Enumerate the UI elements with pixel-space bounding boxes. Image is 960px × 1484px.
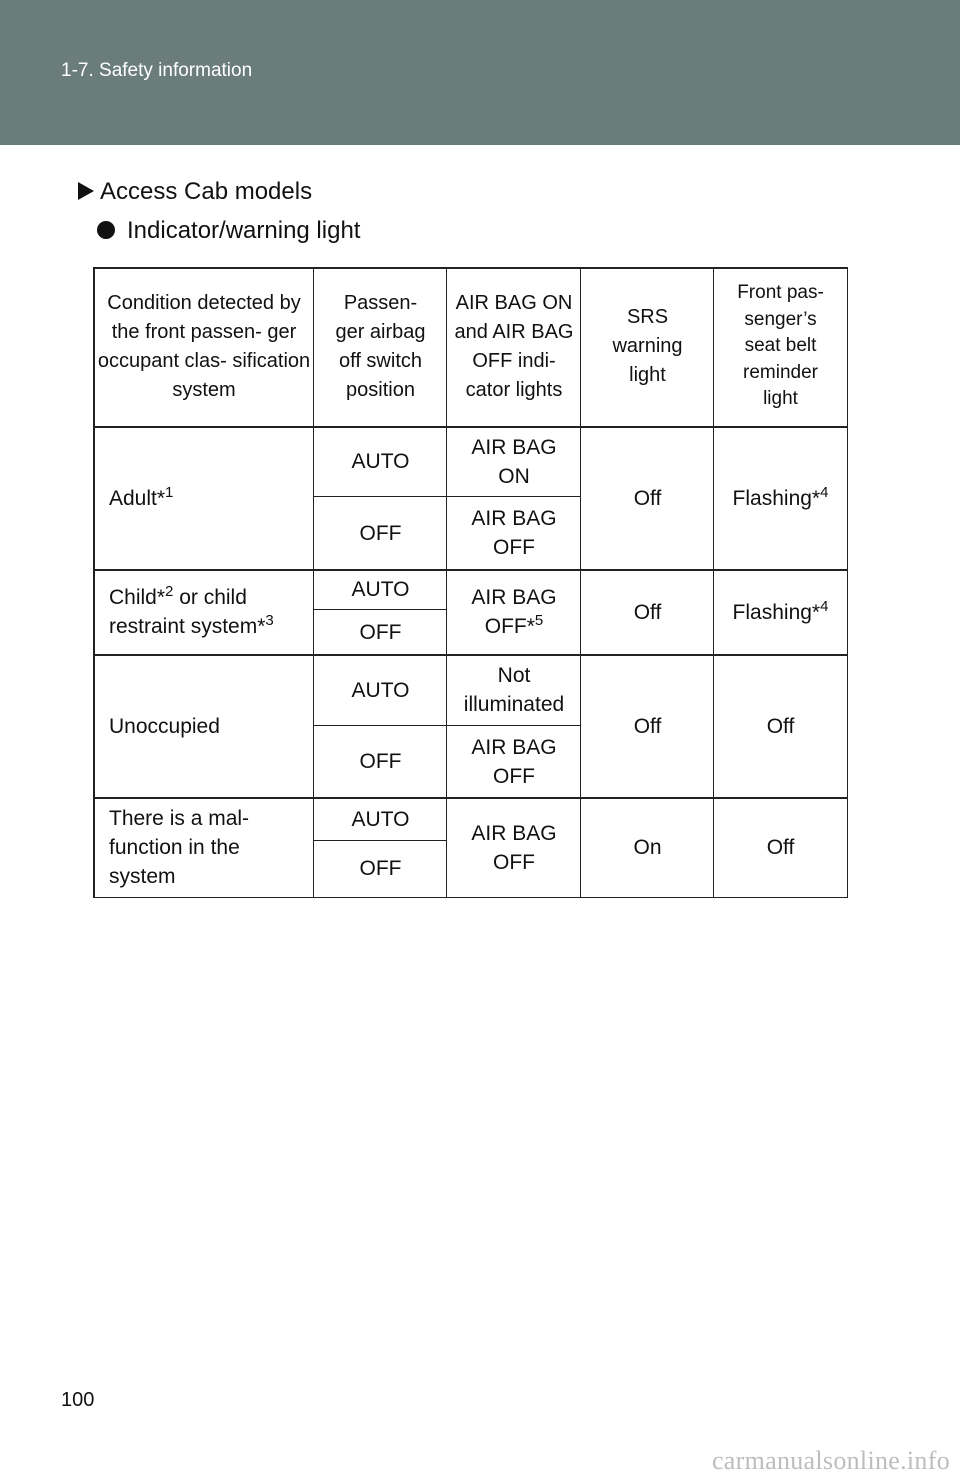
switch-value: OFF <box>359 750 402 773</box>
switch-value: OFF <box>359 620 402 644</box>
table-row-condition: Unoccupied <box>109 714 220 738</box>
col-header-indicator-lights: AIR BAG ON and AIR BAG OFF indi- cator lights <box>454 291 574 401</box>
srs-value: Off <box>633 486 662 510</box>
model-heading-text: Access Cab models <box>100 178 313 205</box>
model-heading <box>78 178 312 206</box>
col-header-srs-warning: SRS warning light <box>612 306 683 386</box>
indicator-value: AIR BAG OFF <box>471 507 557 559</box>
switch-value: AUTO <box>351 807 410 831</box>
switch-value: OFF <box>359 857 402 880</box>
col-header-seat-belt-reminder: Front pas- senger’s seat belt reminder light <box>737 282 824 410</box>
srs-value: Off <box>633 714 662 738</box>
indicator-value: AIR BAG OFF <box>471 821 557 874</box>
subsection-heading-text: Indicator/warning light <box>127 217 361 244</box>
srs-value: On <box>633 836 662 859</box>
indicator-value: AIR BAG OFF <box>471 735 557 788</box>
table-row-condition: There is a mal- function in the system <box>109 807 250 888</box>
page-number: 100 <box>61 1389 95 1411</box>
col-header-switch-position: Passen- ger airbag off switch position <box>335 291 426 401</box>
reminder-value: Off <box>766 836 795 859</box>
indicator-value: AIR BAG ON <box>471 435 557 488</box>
indicator-value: Not illuminated <box>463 664 565 716</box>
indicator-value: AIR BAG OFF*$^5$ <box>471 586 557 638</box>
triangle-bullet-icon <box>78 182 94 200</box>
switch-value: OFF <box>359 521 402 545</box>
reminder-value: Flashing*$^4$ <box>732 597 829 624</box>
switch-value: AUTO <box>351 578 410 601</box>
circle-bullet-icon <box>97 221 115 239</box>
reminder-value: Off <box>766 714 795 738</box>
reminder-value: Flashing*$^4$ <box>732 483 829 510</box>
switch-value: AUTO <box>351 678 410 702</box>
indicator-table <box>93 267 848 898</box>
srs-value: Off <box>633 600 662 624</box>
section-title: 1-7. Safety information <box>61 60 253 81</box>
col-header-condition: Condition detected by the front passen- ger occupant clas- sification system <box>97 291 311 401</box>
switch-value: AUTO <box>351 450 410 473</box>
watermark-url: carmanualsonline.info <box>711 1446 950 1475</box>
table-row-condition: Child*$^2$ or child restraint system*$^3$ <box>109 583 274 638</box>
subsection-heading <box>97 217 360 245</box>
table-row-condition: Adult*$^1$ <box>109 483 174 510</box>
